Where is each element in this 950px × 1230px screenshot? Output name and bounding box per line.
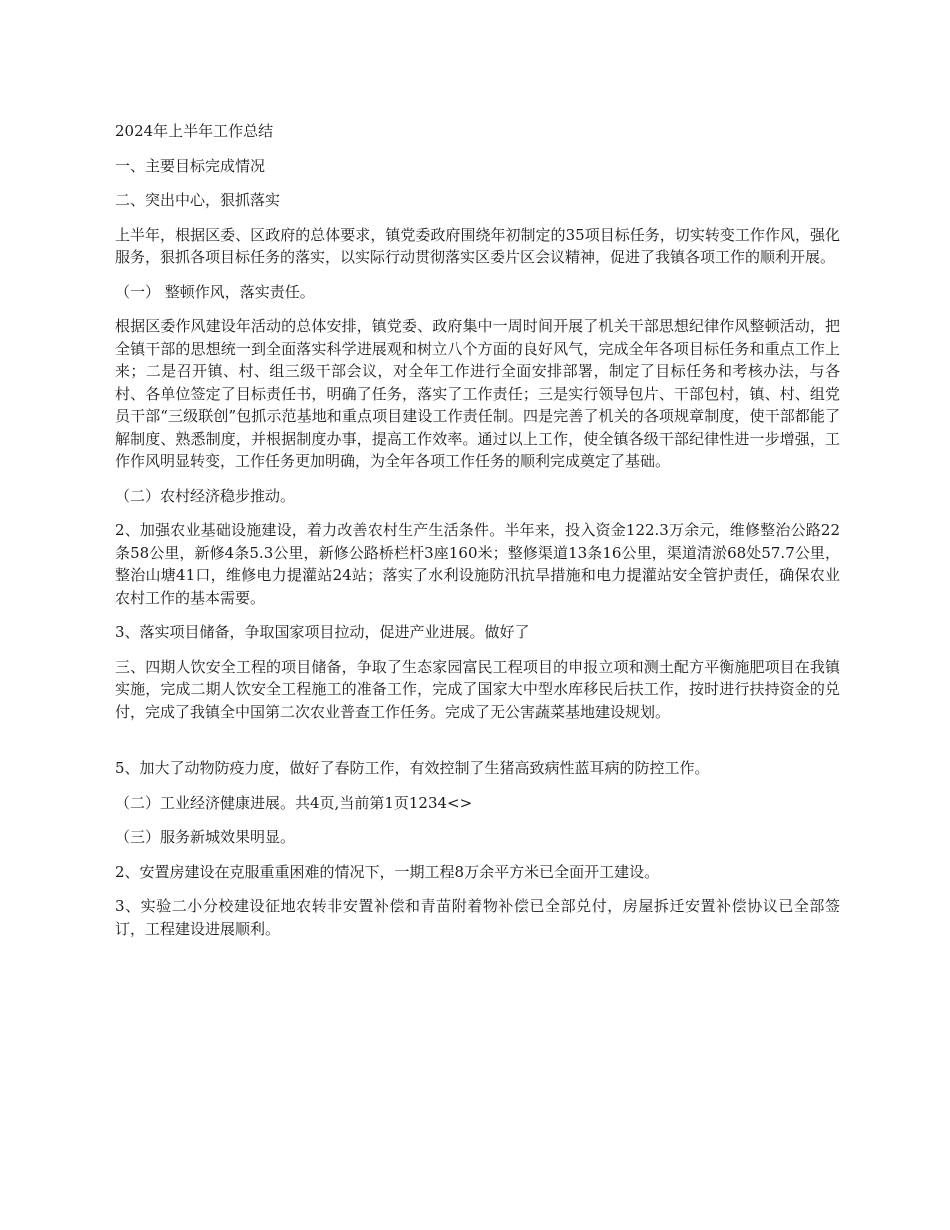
paragraph-epidemic-prevention: 5、加大了动物防疫力度，做好了春防工作，有效控制了生猪高致病性蓝耳病的防控工作。 (115, 759, 710, 777)
paragraph-style-rectification: 根据区委作风建设年活动的总体安排，镇党委、政府集中一周时间开展了机关干部思想纪律作风整顿活动，把全镇干部的思想统一到全面落实科学进展观和树立八个方面的良好风气，完成全年各项目标任务和重点工作上来；二是召开镇、村、组三级干部会议，对全年工作进行全面安排部署，制定了目标任务和考核办法，与各村、各单位签定了目标责任书，明确了任务，落实了工作责任；三是实行领导包片、干部包村，镇、村、组党员干部“三级联创”包抓示范基地和重点项目建设工作责任制。四是完善了机关的各项规章制度，使干部都能了解制度、熟悉制度，并根据制度办事，提高工作效率。通过以上工作，使全镇各级干部纪律性进一步增强，工作作风明显转变，工作任务更加明确，为全年各项工作任务的顺利完成奠定了基础。 (115, 317, 840, 470)
paragraph-housing: 2、安置房建设在克服重重困难的情况下，一期工程8万余平方米已全面开工建设。 (115, 862, 660, 881)
paragraph-school: 3、实验二小分校建设征地农转非安置补偿和青苗附着物补偿已全部兑付，房屋拆迁安置补偿协议已全部签订，工程建设进展顺利。 (115, 897, 840, 938)
subheading-industry: （二）工业经济健康进展。共4页,当前第1页1234<> (115, 793, 473, 812)
document-page (115, 120, 840, 952)
document-title: 2024年上半年工作总结 (115, 122, 274, 140)
paragraph-water-safety: 三、四期人饮安全工程的项目储备，争取了生态家园富民工程项目的申报立项和测土配方平衡施肥项目在我镇实施，完成二期人饮安全工程施工的准备工作，完成了国家大中型水库移民后扶工作，按时进行扶持资金的兑付，完成了我镇全中国第二次农业普查工作任务。完成了无公害蔬菜基地建设规划。 (115, 657, 840, 721)
section-heading-1: 一、主要目标完成情况 (115, 156, 266, 175)
paragraph-intro: 上半年，根据区委、区政府的总体要求，镇党委政府围绕年初制定的35项目标任务，切实转变工作作风，强化服务，狠抓各项目标任务的落实，以实际行动贯彻落实区委片区会议精神，促进了我镇各项工作的顺利开展。 (115, 225, 840, 266)
paragraph-project-reserve: 3、落实项目储备，争取国家项目拉动，促进产业进展。做好了 (115, 623, 530, 641)
section-heading-2: 二、突出中心，狠抓落实 (115, 191, 281, 209)
blank-gap (115, 735, 840, 757)
subheading-new-city: （三）服务新城效果明显。 (115, 828, 296, 846)
subheading-1: （一） 整顿作风，落实责任。 (115, 282, 315, 301)
paragraph-infrastructure: 2、加强农业基础设施建设，着力改善农村生产生活条件。半年来，投入资金122.3万余元，维修整治公路22条58公里，新修4条5.3公里，新修公路桥栏杆3座160米；整修渠道13条16公里，渠道清淤68处57.7公里，整治山塘41口，维修电力提灌站24站；落实了水利设施防汛抗旱措施和电力提灌站安全管护责任，确保农业农村工作的基本需要。 (115, 521, 840, 607)
subheading-2: （二）农村经济稳步推动。 (115, 486, 296, 505)
